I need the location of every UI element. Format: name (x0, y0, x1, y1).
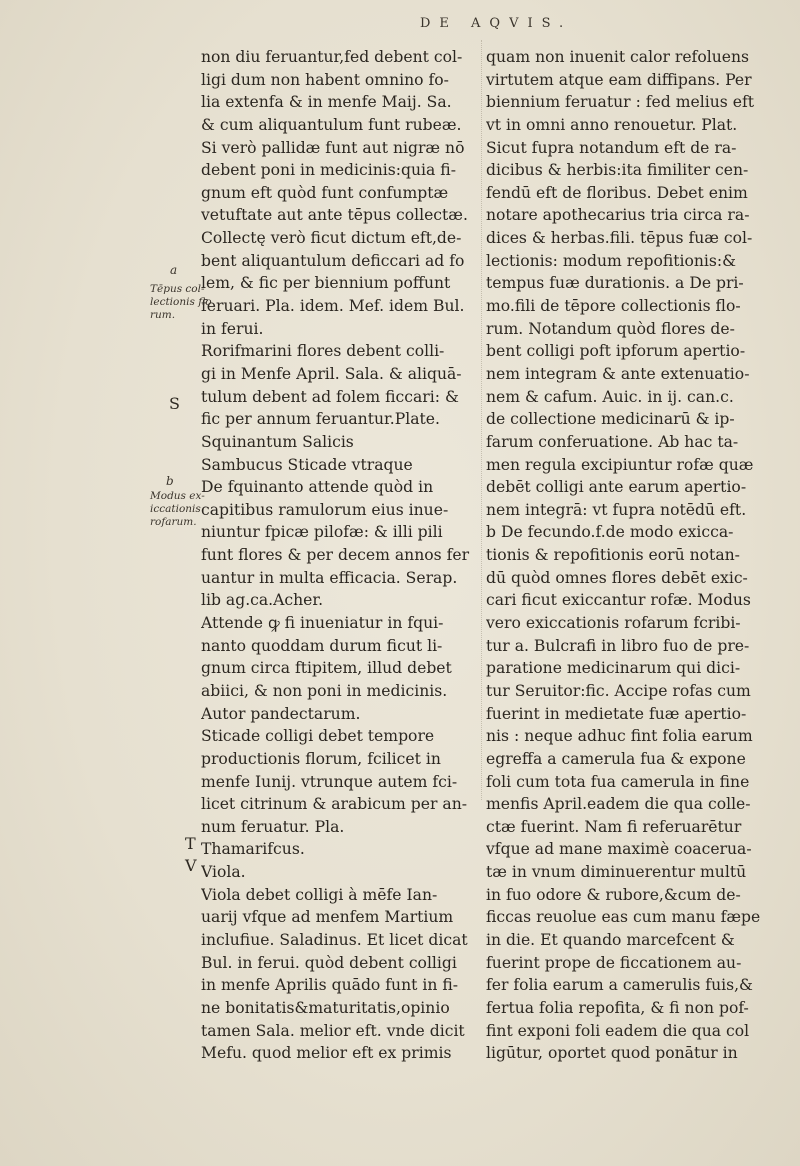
right-column-line: nem & cafum. Auic. in ij. can.c. (486, 387, 734, 406)
right-column-line: nem integram & ante extenuatio- (486, 364, 750, 383)
left-column-line: vetuftate aut ante tēpus collectæ. (201, 206, 468, 225)
right-column-line: virtutem atque eam diffipans. Per (486, 70, 752, 89)
left-column-line: funt flores & per decem annos fer (201, 546, 470, 565)
left-column-line: gnum eft quòd funt confumptæ (201, 183, 449, 202)
left-column-line: gnum circa ftipitem, illud debet (201, 659, 452, 678)
right-column-line: ctæ fuerint. Nam fi referuarētur (486, 817, 742, 836)
right-column-line: tionis & repofitionis eorū notan- (486, 546, 740, 565)
right-column-line: egreffa a camerula fua & expone (486, 749, 746, 768)
left-column-line: uarij vfque ad menfem Martium (201, 908, 454, 927)
right-column-line: rum. Notandum quòd flores de- (486, 319, 735, 338)
left-column-line: debent poni in medicinis:quia fi- (201, 161, 456, 180)
left-column-line: Attende ꝙ fi inueniatur in fqui- (201, 614, 444, 633)
left-column-line: Autor pandectarum. (201, 704, 361, 723)
right-column-line: tempus fuæ durationis. a De pri- (486, 274, 744, 293)
right-column-line: paratione medicinarum qui dici- (486, 659, 741, 678)
left-column-line: Sambucus Sticade vtraque (201, 455, 413, 474)
right-column-line: ficcas reuolue eas cum manu fæpe (486, 908, 761, 927)
left-column-line: capitibus ramulorum eius inue- (201, 500, 449, 519)
left-column-line: Si verò pallidæ funt aut nigræ nō (201, 138, 465, 157)
left-column-line: Bul. in ferui. quòd debent colligi (201, 953, 457, 972)
left-column-line: licet citrinum & arabicum per an- (201, 795, 468, 814)
right-column-line: nem integrā: vt fupra notēdū eft. (486, 500, 747, 519)
left-column-line: menfe Iunij. vtrunque autem fci- (201, 772, 458, 791)
right-column-line: dū quòd omnes flores debēt exic- (486, 568, 748, 587)
right-text-column (486, 46, 786, 1065)
margin-letter-s: S (169, 394, 180, 413)
left-column-line: gi in Menfe April. Sala. & aliquā- (201, 364, 462, 383)
right-column-line: tur a. Bulcrafi in libro fuo de pre- (486, 636, 750, 655)
right-column-line: tur Seruitor:fic. Accipe rofas cum (486, 681, 751, 700)
right-column-line: debēt colligi ante earum apertio- (486, 478, 747, 497)
left-column-line: ne bonitatis&maturitatis,opinio (201, 998, 450, 1017)
right-column-line: vt in omni anno renouetur. Plat. (486, 115, 738, 134)
left-column-line: Thamarifcus. (201, 840, 305, 859)
right-column-line: lectionis: modum repofitionis:& (486, 251, 737, 270)
right-column-line: notare apothecarius tria circa ra- (486, 206, 750, 225)
right-column-line: fuerint prope de ficcationem au- (486, 953, 742, 972)
left-column-line: lia extenfa & in menfe Maij. Sa. (201, 93, 452, 112)
right-column-line: dices & herbas.fili. tēpus fuæ col- (486, 229, 753, 248)
left-column-line: in menfe Aprilis quādo funt in fi- (201, 976, 459, 995)
left-column-line: nanto quoddam durum ficut li- (201, 636, 443, 655)
left-column-line: uantur in multa efficacia. Serap. (201, 568, 458, 587)
margin-note-modus-line2: iccationis (150, 503, 201, 515)
right-column-line: dicibus & herbis:ita fimiliter cen- (486, 161, 749, 180)
margin-letter-t: T (185, 834, 196, 853)
right-column-line: fendū eft de floribus. Debet enim (486, 183, 748, 202)
right-column-line: vfque ad mane maximè coacerua- (486, 840, 752, 859)
left-column-line: Collectę verò ficut dictum eft,de- (201, 229, 462, 248)
left-column-line: Mefu. quod melior eft ex primis (201, 1044, 452, 1063)
column-gutter (481, 40, 482, 800)
left-column-line: Rorifmarini flores debent colli- (201, 342, 445, 361)
right-column-line: cari ficut exiccantur rofæ. Modus (486, 591, 751, 610)
right-column-line: menfis April.eadem die qua colle- (486, 795, 751, 814)
right-column-line: mo.fili de tēpore collectionis flo- (486, 297, 741, 316)
right-column-line: nis : neque adhuc fint folia earum (486, 727, 753, 746)
running-header: DE AQVIS. (420, 16, 573, 31)
margin-letter-v: V (185, 856, 197, 875)
left-column-line: tamen Sala. melior eft. vnde dicit (201, 1021, 465, 1040)
left-column-line: De fquinanto attende quòd in (201, 478, 434, 497)
margin-note-tempus-line3: rum. (150, 309, 176, 321)
left-column-line: niuntur fpicæ pilofæ: & illi pili (201, 523, 443, 542)
right-column-line: quam non inuenit calor refoluens (486, 48, 750, 66)
left-column-line: Sticade colligi debet tempore (201, 727, 435, 746)
right-column-line: Sicut fupra notandum eft de ra- (486, 138, 737, 157)
left-column-line: & cum aliquantulum funt rubeæ. (201, 115, 462, 134)
left-column-line: tulum debent ad folem ficcari: & (201, 387, 459, 406)
left-column-line: lib ag.ca.Acher. (201, 591, 324, 610)
left-column-line: productionis florum, fcilicet in (201, 749, 441, 768)
right-column-line: ligūtur, oportet quod ponātur in (486, 1044, 738, 1063)
margin-note-modus-line3: rofarum. (150, 516, 197, 528)
right-column-line: bent colligi poft ipforum apertio- (486, 342, 746, 361)
right-column-line: in fuo odore & rubore,&cum de- (486, 885, 741, 904)
left-column-line: non diu feruantur,fed debent col- (201, 48, 463, 66)
right-column-line: fer folia earum a camerulis fuis,& (486, 976, 753, 995)
right-column-line: fint exponi foli eadem die qua col (486, 1021, 750, 1040)
right-column-line: foli cum tota fua camerula in fine (486, 772, 750, 791)
left-column-line: Squinantum Salicis (201, 432, 354, 451)
right-column-line: farum conferuatione. Ab hac ta- (486, 432, 739, 451)
left-column-line: inclufiue. Saladinus. Et licet dicat (201, 930, 468, 949)
margin-note-modus-line1: Modus ex- (150, 490, 205, 502)
right-column-line: tæ in vnum diminuerentur multū (486, 863, 747, 882)
left-column-line: lem, & fic per biennium poffunt (201, 274, 451, 293)
margin-note-tempus-line1: Tēpus col- (150, 283, 205, 295)
left-text-column (201, 46, 477, 1065)
margin-letter-a: a (170, 263, 178, 277)
right-column-line: biennium feruatur : fed melius eft (486, 93, 754, 112)
left-column-line: ligi dum non habent omnino fo- (201, 70, 449, 89)
margin-letter-b: b (166, 474, 174, 488)
right-column-line: men regula excipiuntur rofæ quæ (486, 455, 754, 474)
right-column-line: vero exiccationis rofarum fcribi- (486, 614, 741, 633)
right-column-line: de collectione medicinarū & ip- (486, 410, 735, 429)
left-column-line: abiici, & non poni in medicinis. (201, 681, 448, 700)
left-column-line: Viola. (201, 863, 246, 882)
left-column-line: fic per annum feruantur.Plate. (201, 410, 440, 429)
right-column-line: fuerint in medietate fuæ apertio- (486, 704, 747, 723)
left-column-line: feruari. Pla. idem. Mef. idem Bul. (201, 297, 465, 316)
left-column-line: in ferui. (201, 319, 264, 338)
left-column-line: Viola debet colligi à mēfe Ian- (201, 885, 438, 904)
right-column-line: fertua folia repofita, & fi non pof- (486, 998, 749, 1017)
right-column-line: in die. Et quando marcefcent & (486, 930, 735, 949)
left-column-line: bent aliquantulum deficcari ad fo (201, 251, 465, 270)
left-column-line: num feruatur. Pla. (201, 817, 345, 836)
right-column-line: b De fecundo.f.de modo exicca- (486, 523, 734, 542)
margin-note-tempus-line2: lectionis flo (150, 296, 212, 308)
